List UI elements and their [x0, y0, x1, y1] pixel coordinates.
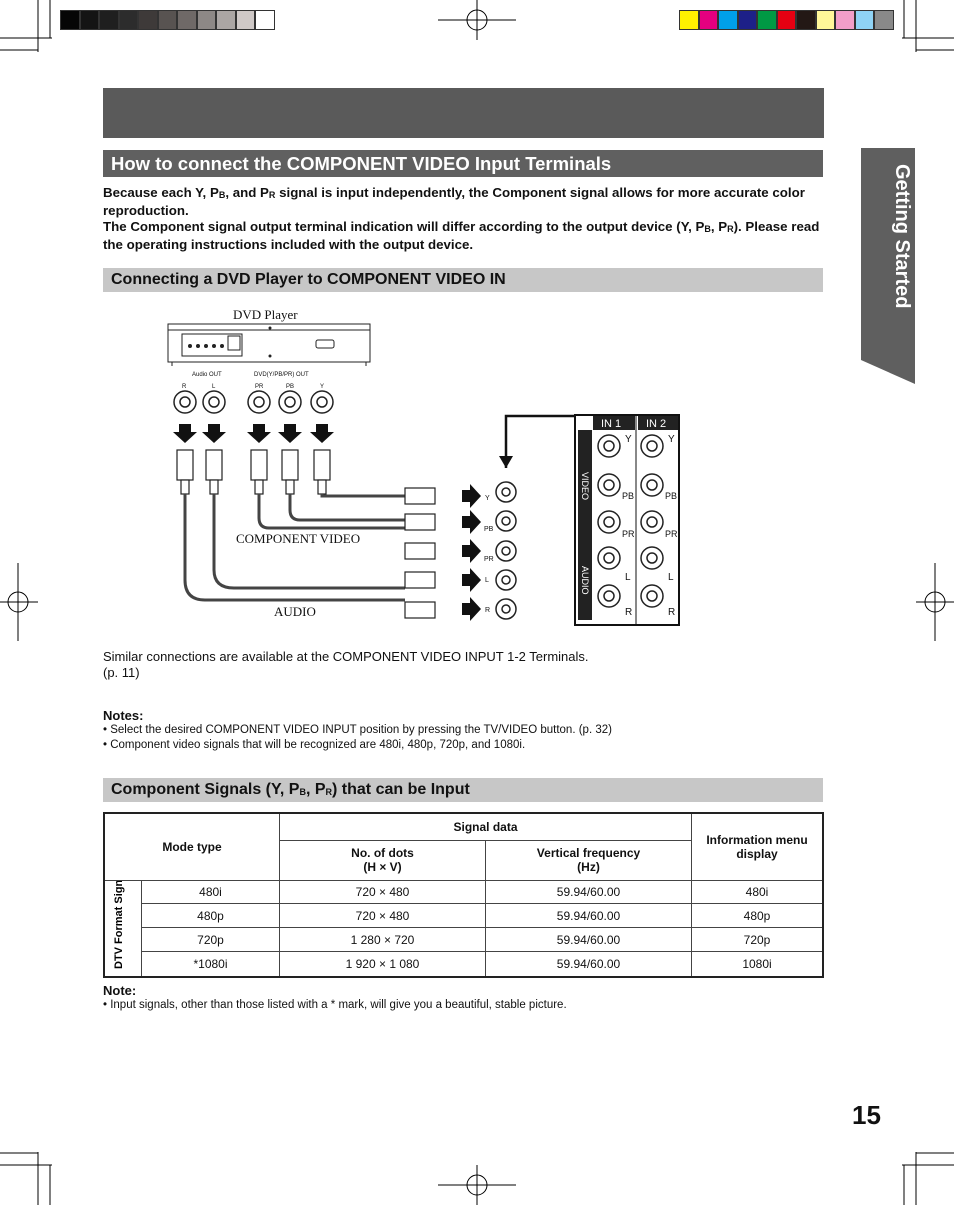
intro-text: [103, 185, 825, 253]
calibration-swatch: [236, 10, 256, 30]
calibration-swatch: [138, 10, 158, 30]
section-title: How to connect the COMPONENT VIDEO Input Terminals: [103, 150, 823, 177]
svg-text:R: R: [485, 607, 491, 614]
table-row: [104, 880, 823, 904]
note-item: • Component video signals that will be recognized are 480i, 480p, 720p, and 1080i.: [103, 739, 526, 751]
svg-text:Y: Y: [485, 495, 490, 502]
svg-text:Getting Started: Getting Started: [891, 164, 913, 309]
svg-text:Audio OUT: Audio OUT: [192, 372, 222, 378]
table-cell: 480i: [142, 880, 280, 904]
svg-text:L: L: [625, 572, 631, 583]
svg-text:PR: PR: [255, 384, 264, 390]
svg-text:IN 2: IN 2: [646, 418, 667, 430]
svg-text:R: R: [668, 607, 676, 618]
page-number: 15: [852, 1100, 881, 1130]
svg-text:PR: PR: [484, 556, 494, 563]
subsection-title-signals: Component Signals (Y, $P_B$, $P_R$) that can be Input: [103, 778, 823, 802]
side-tab-label: [863, 162, 913, 342]
signal-table: [103, 812, 824, 978]
table-cell: 59.94/60.00: [486, 904, 692, 928]
svg-text:PB: PB: [286, 384, 295, 390]
svg-text:L: L: [485, 577, 489, 584]
svg-text:Y: Y: [625, 434, 632, 445]
calibration-swatch: [216, 10, 236, 30]
table-cell: 59.94/60.00: [486, 928, 692, 952]
table-cell: *1080i: [142, 952, 280, 977]
table-row: [104, 952, 823, 977]
svg-text:VIDEO: VIDEO: [580, 472, 590, 501]
svg-text:L: L: [212, 384, 216, 390]
svg-text:DTV Format Signals: DTV Format Signals: [113, 880, 125, 969]
note-item: • Select the desired COMPONENT VIDEO INPUT position by pressing the TV/VIDEO button. (p. 32): [103, 724, 612, 736]
svg-text:Y: Y: [668, 434, 675, 445]
svg-text:Y: Y: [320, 384, 325, 390]
table-cell: 59.94/60.00: [486, 880, 692, 904]
dtv-group-label: [104, 880, 142, 977]
calibration-swatch: [718, 10, 738, 30]
calibration-swatch: [99, 10, 119, 30]
calibration-swatch: [158, 10, 178, 30]
connection-diagram: [160, 300, 690, 635]
table-cell: 1080i: [692, 952, 824, 977]
calibration-swatch: [738, 10, 758, 30]
svg-text:PB: PB: [484, 526, 494, 533]
table-row: [104, 904, 823, 928]
footnote-title: Note:: [103, 983, 137, 998]
footnote-text: • Input signals, other than those listed with a * mark, will give you a beautiful, stable picture.: [103, 999, 567, 1011]
vertical-frequency-header: Vertical frequency (Hz): [486, 840, 692, 880]
header-bar: [103, 88, 824, 138]
notes: [103, 708, 612, 753]
intro-paragraph-2: The Component signal output terminal indication will differ according to the output device (Y, $P_B$, $P_R$). Please read the operating instructions included with the output device.: [103, 219, 820, 252]
table-cell: 720p: [142, 928, 280, 952]
diagram-graphic: [160, 300, 690, 635]
calibration-swatch: [757, 10, 777, 30]
table-cell: 720 × 480: [280, 880, 486, 904]
notes-title: Notes:: [103, 708, 144, 723]
mode-type-header: Mode type: [104, 813, 280, 880]
table-cell: 1 280 × 720: [280, 928, 486, 952]
calibration-swatch: [835, 10, 855, 30]
footnote: [103, 983, 567, 1013]
table-cell: 480i: [692, 880, 824, 904]
svg-text:PR: PR: [665, 529, 678, 539]
svg-text:AUDIO: AUDIO: [580, 566, 590, 595]
info-menu-header: Information menu display: [692, 813, 824, 880]
similar-connections-text: Similar connections are available at the COMPONENT VIDEO INPUT 1-2 Terminals. (p. 11): [103, 649, 589, 680]
calibration-swatch: [80, 10, 100, 30]
calibration-swatch: [197, 10, 217, 30]
svg-text:L: L: [668, 572, 674, 583]
table-cell: 59.94/60.00: [486, 952, 692, 977]
calibration-swatch: [119, 10, 139, 30]
table-cell: 1 920 × 1 080: [280, 952, 486, 977]
calibration-swatch: [255, 10, 275, 30]
svg-text:PB: PB: [665, 491, 678, 501]
subsection-title-dvd: Connecting a DVD Player to COMPONENT VIDEO IN: [103, 268, 823, 292]
svg-text:R: R: [182, 384, 187, 390]
calibration-swatch: [679, 10, 699, 30]
calibration-swatch: [699, 10, 719, 30]
table-cell: 720 × 480: [280, 904, 486, 928]
calibration-swatch: [796, 10, 816, 30]
component-video-label: COMPONENT VIDEO: [236, 531, 361, 546]
svg-text:R: R: [625, 607, 633, 618]
table-row: [104, 928, 823, 952]
table-cell: 720p: [692, 928, 824, 952]
svg-text:PB: PB: [622, 491, 635, 501]
calibration-swatch: [777, 10, 797, 30]
calibration-swatch: [855, 10, 875, 30]
svg-text:DVD(Y/PB/PR) OUT: DVD(Y/PB/PR) OUT: [254, 372, 309, 378]
dots-header: No. of dots (H × V): [280, 840, 486, 880]
signal-data-header: Signal data: [280, 813, 692, 840]
calibration-swatch: [177, 10, 197, 30]
svg-text:PR: PR: [622, 529, 635, 539]
audio-label: AUDIO: [274, 604, 316, 619]
dvd-player-label: DVD Player: [233, 307, 298, 322]
svg-text:IN 1: IN 1: [601, 418, 622, 430]
calibration-swatch: [60, 10, 80, 30]
intro-paragraph-1: Because each Y, $P_B$, and $P_R$ signal is input independently, the Component signal allows for more accurate color reproduction.: [103, 185, 805, 218]
table-cell: 480p: [692, 904, 824, 928]
table-cell: 480p: [142, 904, 280, 928]
calibration-swatch: [816, 10, 836, 30]
calibration-swatch: [874, 10, 894, 30]
